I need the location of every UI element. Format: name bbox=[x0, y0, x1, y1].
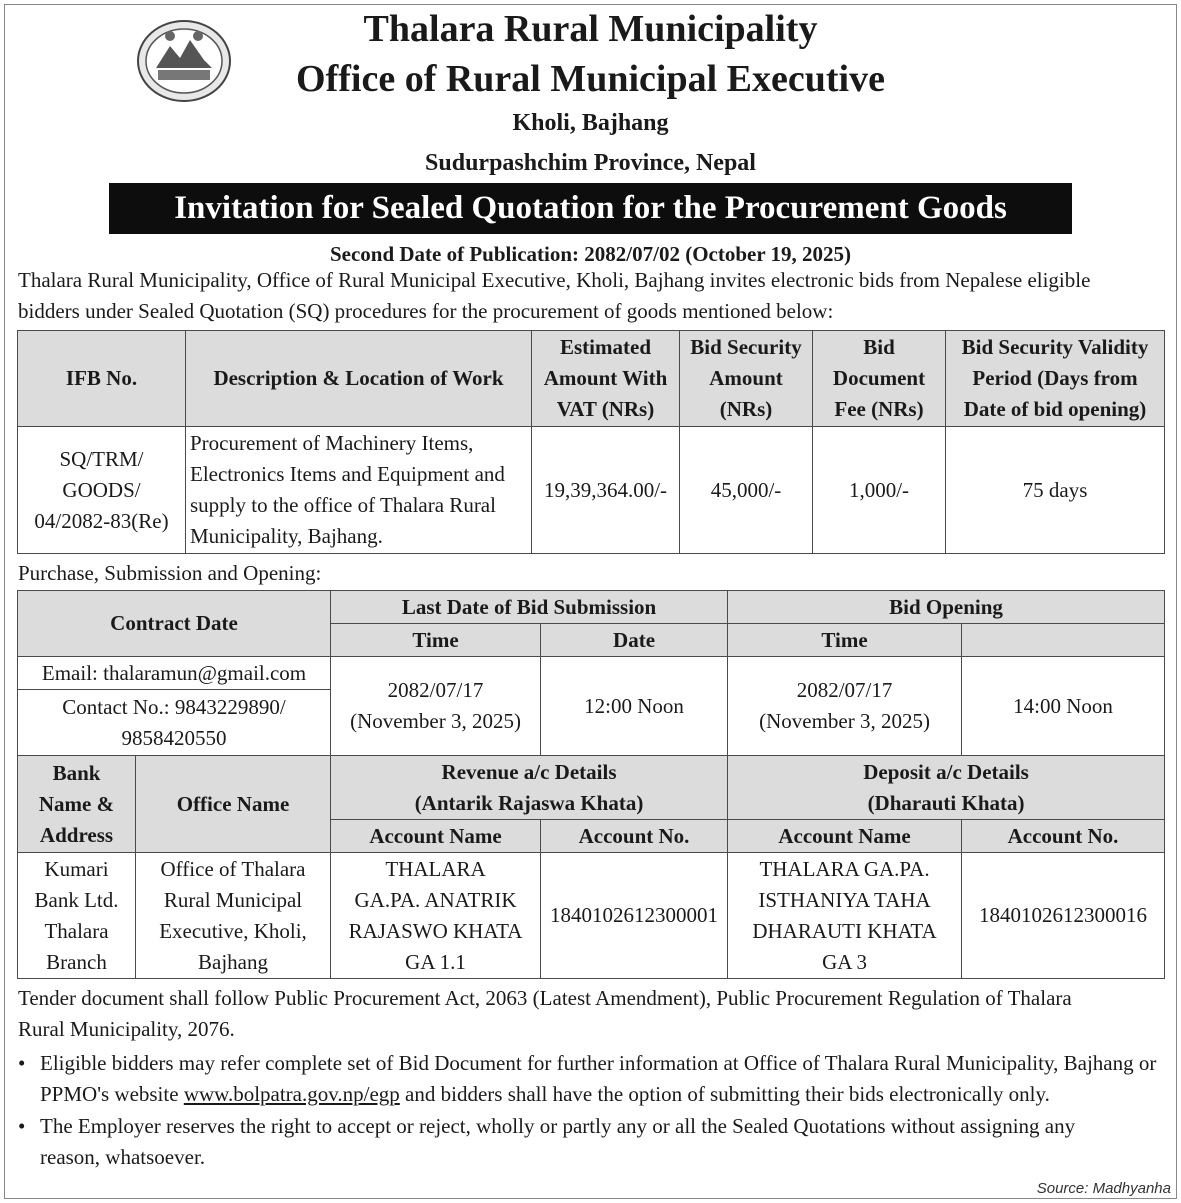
bullet-icon: • bbox=[18, 1051, 26, 1075]
office-name: Office of Rural Municipal Executive bbox=[296, 58, 885, 100]
bullet-text: Eligible bidders may refer complete set of Bid Document for further information at Office of Thalara Rural Municipality, Bajhang or bbox=[40, 1051, 1157, 1075]
bullet-text: The Employer reserves the right to accept or reject, wholly or partly any or all the Sealed Quotations without assigning any bbox=[40, 1114, 1076, 1138]
schedule-table bbox=[17, 590, 1165, 979]
deposit-account-name-header: Account Name bbox=[728, 820, 962, 853]
opening-time-header: Time bbox=[728, 624, 962, 657]
header-validity: Bid Security Validity Period (Days from Date of bid opening) bbox=[946, 331, 1165, 427]
deposit-account-no: 1840102612300016 bbox=[962, 853, 1165, 979]
submission-time: 12:00 Noon bbox=[541, 657, 728, 756]
province: Sudurpashchim Province, Nepal bbox=[425, 150, 756, 176]
deposit-account-name: THALARA GA.PA. ISTHANIYA TAHA DHARAUTI KHATA GA 3 bbox=[728, 853, 962, 979]
work-description: Procurement of Machinery Items, Electronics Items and Equipment and supply to the office of Thalara Rural Municipality, Bajhang. bbox=[186, 427, 532, 554]
header-document-fee: Bid Document Fee (NRs) bbox=[813, 331, 946, 427]
submission-time-header: Time bbox=[331, 624, 541, 657]
bid-security-amount: 45,000/- bbox=[680, 427, 813, 554]
contract-date-header: Contract Date bbox=[18, 591, 331, 657]
bank-header: Bank Name & Address bbox=[18, 756, 136, 853]
footer-line-1: Tender document shall follow Public Procurement Act, 2063 (Latest Amendment), Public Procurement Regulation of Thalara bbox=[18, 986, 1072, 1010]
municipality-name: Thalara Rural Municipality bbox=[363, 8, 818, 50]
location: Kholi, Bajhang bbox=[512, 110, 669, 136]
bullet-icon: • bbox=[18, 1114, 26, 1138]
purchase-label: Purchase, Submission and Opening: bbox=[18, 561, 322, 585]
bank-name: Kumari Bank Ltd. Thalara Branch bbox=[18, 853, 136, 979]
footer-line-2: Rural Municipality, 2076. bbox=[18, 1017, 235, 1041]
contact-number: Contact No.: 9843229890/ 9858420550 bbox=[18, 690, 331, 756]
deposit-account-no-header: Account No. bbox=[962, 820, 1165, 853]
estimated-amount: 19,39,364.00/- bbox=[532, 427, 680, 554]
header-estimated: Estimated Amount With VAT (NRs) bbox=[532, 331, 680, 427]
bid-opening-header: Bid Opening bbox=[728, 591, 1165, 624]
intro-line-1: Thalara Rural Municipality, Office of Rural Municipal Executive, Kholi, Bajhang invites electronic bids from Nepalese eligible bbox=[18, 268, 1091, 292]
deposit-header: Deposit a/c Details (Dharauti Khata) bbox=[728, 756, 1165, 820]
publication-date: Second Date of Publication: 2082/07/02 (October 19, 2025) bbox=[329, 242, 852, 266]
last-date-header: Last Date of Bid Submission bbox=[331, 591, 728, 624]
revenue-account-name: THALARA GA.PA. ANATRIK RAJASWO KHATA GA 1.1 bbox=[331, 853, 541, 979]
office-name-value: Office of Thalara Rural Municipal Executive, Kholi, Bajhang bbox=[136, 853, 331, 979]
ifb-number: SQ/TRM/ GOODS/ 04/2082-83(Re) bbox=[18, 427, 186, 554]
submission-date: 2082/07/17 (November 3, 2025) bbox=[331, 657, 541, 756]
opening-date: 2082/07/17 (November 3, 2025) bbox=[728, 657, 962, 756]
opening-blank-header bbox=[962, 624, 1165, 657]
contact-email: Email: thalaramun@gmail.com bbox=[18, 657, 331, 690]
header-bid-security: Bid Security Amount (NRs) bbox=[680, 331, 813, 427]
submission-date-header: Date bbox=[541, 624, 728, 657]
bid-table bbox=[17, 330, 1165, 554]
source-credit: Source: Madhyanha bbox=[1036, 1180, 1171, 1197]
revenue-header: Revenue a/c Details (Antarik Rajaswa Khata) bbox=[331, 756, 728, 820]
notice-title: Invitation for Sealed Quotation for the Procurement Goods bbox=[109, 183, 1072, 234]
bullet-text: reason, whatsoever. bbox=[40, 1145, 206, 1169]
revenue-account-name-header: Account Name bbox=[331, 820, 541, 853]
bullet-text: PPMO's website www.bolpatra.gov.np/egp and bidders shall have the option of submitting their bids electronically only. bbox=[40, 1082, 1050, 1106]
document-fee: 1,000/- bbox=[813, 427, 946, 554]
revenue-account-no-header: Account No. bbox=[541, 820, 728, 853]
table-row bbox=[18, 853, 1165, 979]
bolpatra-link[interactable]: www.bolpatra.gov.np/egp bbox=[183, 1082, 400, 1106]
table-row bbox=[18, 427, 1165, 554]
intro-line-2: bidders under Sealed Quotation (SQ) procedures for the procurement of goods mentioned below: bbox=[18, 299, 834, 323]
office-name-header: Office Name bbox=[136, 756, 331, 853]
opening-time: 14:00 Noon bbox=[962, 657, 1165, 756]
validity-period: 75 days bbox=[946, 427, 1165, 554]
header-ifb: IFB No. bbox=[18, 331, 186, 427]
revenue-account-no: 1840102612300001 bbox=[541, 853, 728, 979]
header-description: Description & Location of Work bbox=[186, 331, 532, 427]
